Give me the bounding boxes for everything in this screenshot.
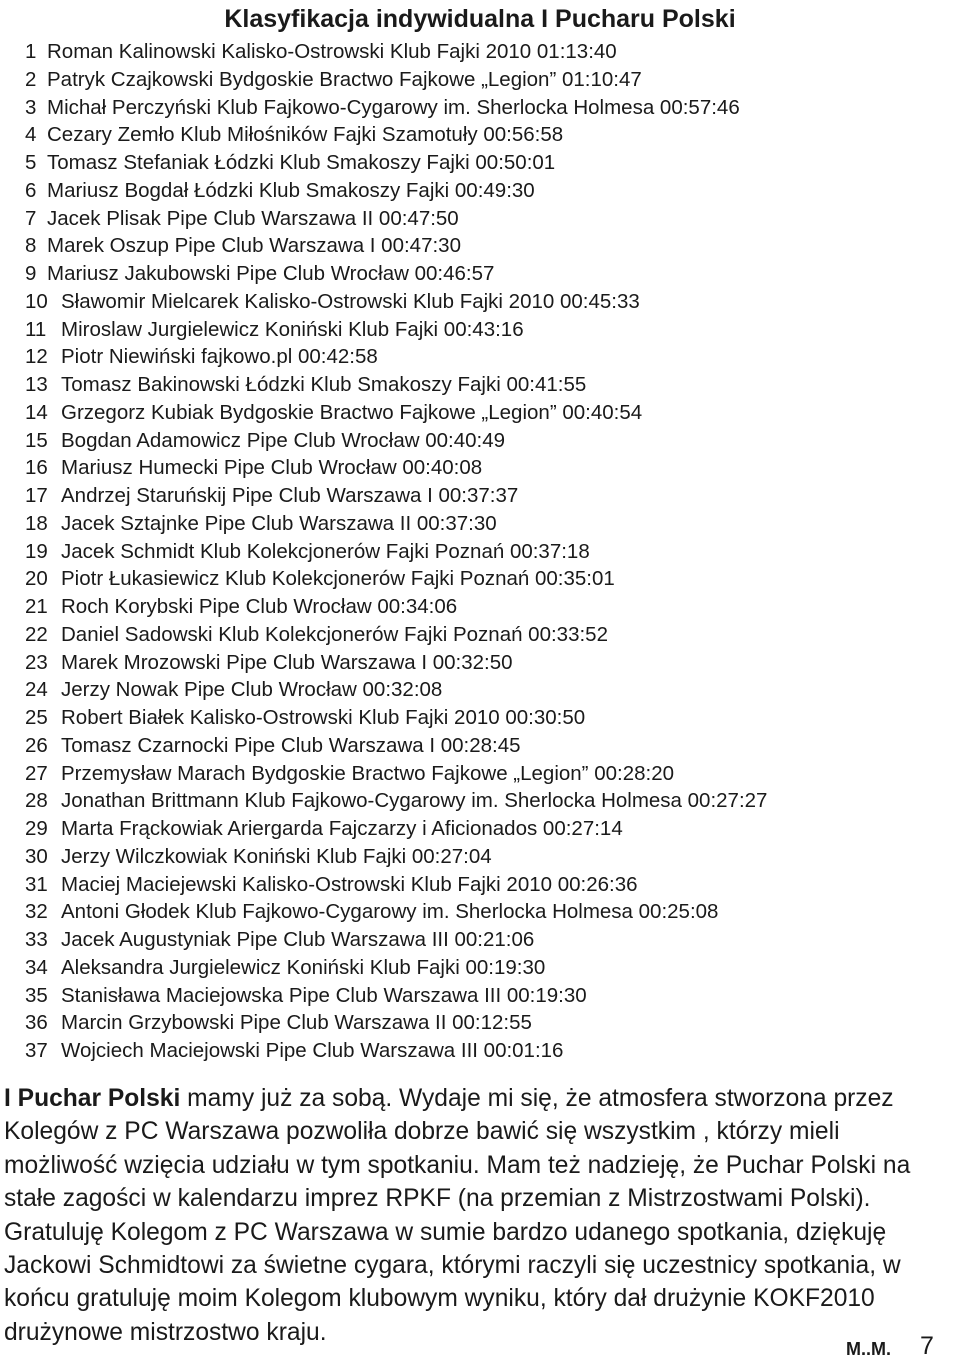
list-item bbox=[25, 926, 955, 954]
result-text: Maciej Maciejewski Kalisko-Ostrowski Klub Fajki 2010 00:26:36 bbox=[61, 872, 638, 896]
list-item bbox=[25, 482, 955, 510]
result-text: Przemysław Marach Bydgoskie Bractwo Fajkowe „Legion” 00:28:20 bbox=[61, 761, 674, 785]
rank-number: 32 bbox=[25, 900, 48, 924]
results-list bbox=[25, 38, 955, 1065]
result-text: Andrzej Staruńskij Pipe Club Warszawa I 00:37:37 bbox=[61, 484, 519, 507]
result-text: Marta Frąckowiak Ariergarda Fajczarzy i Aficionados 00:27:14 bbox=[61, 817, 623, 840]
list-item bbox=[25, 371, 955, 399]
result-text: Mariusz Humecki Pipe Club Wrocław 00:40:08 bbox=[61, 456, 483, 480]
rank-number: 27 bbox=[25, 761, 48, 785]
rank-number: 22 bbox=[25, 622, 48, 646]
author-signature: M..M. bbox=[846, 1339, 891, 1359]
rank-number: 24 bbox=[25, 678, 48, 702]
result-text: Antoni Głodek Klub Fajkowo-Cygarowy im. Sherlocka Holmesa 00:25:08 bbox=[61, 900, 719, 924]
list-item bbox=[25, 427, 955, 455]
list-item bbox=[25, 732, 955, 760]
rank-number: 15 bbox=[25, 428, 48, 452]
list-item bbox=[25, 621, 955, 649]
list-item bbox=[25, 1009, 955, 1037]
list-item bbox=[25, 288, 955, 316]
rank-number: 13 bbox=[25, 373, 48, 396]
result-text: Jonathan Brittmann Klub Fajkowo-Cygarowy im. Sherlocka Holmesa 00:27:27 bbox=[61, 789, 768, 813]
list-item bbox=[25, 593, 955, 621]
list-item bbox=[25, 510, 955, 538]
result-text: Patryk Czajkowski Bydgoskie Bractwo Fajkowe „Legion” 01:10:47 bbox=[47, 67, 642, 91]
result-text: Jacek Augustyniak Pipe Club Warszawa III 00:21:06 bbox=[61, 928, 535, 951]
rank-number: 25 bbox=[25, 706, 48, 729]
result-text: Jacek Sztajnke Pipe Club Warszawa II 00:37:30 bbox=[61, 511, 497, 535]
list-item bbox=[25, 787, 955, 815]
list-item bbox=[25, 316, 955, 344]
rank-number: 34 bbox=[25, 955, 48, 979]
result-text: Cezary Zemło Klub Miłośników Fajki Szamotuły 00:56:58 bbox=[47, 123, 564, 147]
result-text: Bogdan Adamowicz Pipe Club Wrocław 00:40:49 bbox=[61, 428, 506, 452]
rank-number: 19 bbox=[25, 539, 48, 563]
result-text: Jerzy Nowak Pipe Club Wrocław 00:32:08 bbox=[61, 678, 443, 702]
closing-lead: I Puchar Polski bbox=[4, 1085, 181, 1112]
list-item bbox=[25, 982, 955, 1010]
list-item bbox=[25, 538, 955, 566]
rank-number: 12 bbox=[25, 345, 48, 369]
rank-number: 17 bbox=[25, 484, 48, 507]
list-item bbox=[25, 843, 955, 871]
list-item bbox=[25, 898, 955, 926]
result-text: Piotr Niewiński fajkowo.pl 00:42:58 bbox=[61, 345, 378, 369]
result-text: Miroslaw Jurgielewicz Koniński Klub Fajki 00:43:16 bbox=[61, 317, 524, 341]
result-text: Aleksandra Jurgielewicz Koniński Klub Fajki 00:19:30 bbox=[61, 955, 546, 979]
list-item bbox=[25, 38, 955, 66]
rank-number: 37 bbox=[25, 1039, 48, 1062]
rank-number: 16 bbox=[25, 456, 48, 480]
list-item bbox=[25, 1037, 955, 1065]
rank-number: 26 bbox=[25, 733, 48, 757]
result-text: Grzegorz Kubiak Bydgoskie Bractwo Fajkowe „Legion” 00:40:54 bbox=[61, 400, 643, 424]
rank-number: 3 bbox=[25, 95, 37, 119]
result-text: Marek Mrozowski Pipe Club Warszawa I 00:32:50 bbox=[61, 650, 513, 674]
result-text: Roch Korybski Pipe Club Wrocław 00:34:06 bbox=[61, 595, 458, 618]
rank-number: 7 bbox=[25, 206, 37, 230]
rank-number: 33 bbox=[25, 928, 48, 951]
result-text: Tomasz Bakinowski Łódzki Klub Smakoszy Fajki 00:41:55 bbox=[61, 373, 587, 396]
result-text: Jerzy Wilczkowiak Koniński Klub Fajki 00:27:04 bbox=[61, 844, 492, 868]
list-item bbox=[25, 66, 955, 94]
rank-number: 4 bbox=[25, 123, 37, 147]
list-item bbox=[25, 343, 955, 371]
list-item bbox=[25, 704, 955, 732]
result-text: Tomasz Czarnocki Pipe Club Warszawa I 00:28:45 bbox=[61, 733, 521, 757]
rank-number: 21 bbox=[25, 595, 48, 618]
result-text: Daniel Sadowski Klub Kolekcjonerów Fajki Poznań 00:33:52 bbox=[61, 622, 608, 646]
rank-number: 18 bbox=[25, 511, 48, 535]
list-item bbox=[25, 649, 955, 677]
result-text: Roman Kalinowski Kalisko-Ostrowski Klub Fajki 2010 01:13:40 bbox=[47, 40, 617, 63]
rank-number: 35 bbox=[25, 983, 48, 1007]
result-text: Piotr Łukasiewicz Klub Kolekcjonerów Fajki Poznań 00:35:01 bbox=[61, 567, 615, 591]
result-text: Marek Oszup Pipe Club Warszawa I 00:47:30 bbox=[47, 234, 461, 258]
rank-number: 8 bbox=[25, 234, 37, 258]
list-item bbox=[25, 177, 955, 205]
list-item bbox=[25, 815, 955, 843]
result-text: Marcin Grzybowski Pipe Club Warszawa II 00:12:55 bbox=[61, 1011, 532, 1035]
rank-number: 5 bbox=[25, 151, 37, 174]
result-text: Michał Perczyński Klub Fajkowo-Cygarowy im. Sherlocka Holmesa 00:57:46 bbox=[47, 95, 740, 119]
closing-paragraph bbox=[4, 1082, 956, 1349]
list-item bbox=[25, 260, 955, 288]
result-text: Wojciech Maciejowski Pipe Club Warszawa III 00:01:16 bbox=[61, 1039, 564, 1062]
rank-number: 1 bbox=[25, 40, 37, 63]
rank-number: 14 bbox=[25, 400, 48, 424]
result-text: Stanisława Maciejowska Pipe Club Warszawa III 00:19:30 bbox=[61, 983, 587, 1007]
list-item bbox=[25, 871, 955, 899]
list-item bbox=[25, 94, 955, 122]
rank-number: 2 bbox=[25, 67, 37, 91]
page-number: 7 bbox=[920, 1332, 934, 1360]
list-item bbox=[25, 954, 955, 982]
result-text: Mariusz Bogdał Łódzki Klub Smakoszy Fajki 00:49:30 bbox=[47, 178, 535, 202]
result-text: Mariusz Jakubowski Pipe Club Wrocław 00:46:57 bbox=[47, 262, 495, 285]
rank-number: 36 bbox=[25, 1011, 48, 1035]
rank-number: 29 bbox=[25, 817, 48, 840]
rank-number: 11 bbox=[25, 317, 47, 341]
rank-number: 30 bbox=[25, 844, 48, 868]
closing-body: mamy już za sobą. Wydaje mi się, że atmosfera stworzona przez Kolegów z PC Warszawa pozwoliła dobrze bawić się wszystkim , którzy mieli możliwość wzięcia udziału w tym spotkaniu. Mam też nadzieję, że Puchar Polski na stałe zagości w kalendarzu imprez RPKF (na przemian z Mistrzostwami Polski). Gratuluję Kolegom z PC Warszawa w sumie bardzo udanego spotkania, dziękuję Jackowi Schmidtowi za świetne cygara, którymi raczyli się uczestnicy spotkania, w końcu gratuluję moim Kolegom klubowym wyniku, który dał drużynie KOKF2010 drużynowe mistrzostwo kraju. bbox=[4, 1085, 911, 1346]
list-item bbox=[25, 760, 955, 788]
rank-number: 6 bbox=[25, 178, 37, 202]
rank-number: 10 bbox=[25, 289, 48, 313]
list-item bbox=[25, 454, 955, 482]
list-item bbox=[25, 565, 955, 593]
result-text: Jacek Plisak Pipe Club Warszawa II 00:47:50 bbox=[47, 206, 459, 230]
result-text: Sławomir Mielcarek Kalisko-Ostrowski Klub Fajki 2010 00:45:33 bbox=[61, 289, 640, 313]
list-item bbox=[25, 121, 955, 149]
result-text: Tomasz Stefaniak Łódzki Klub Smakoszy Fajki 00:50:01 bbox=[47, 151, 556, 174]
result-text: Jacek Schmidt Klub Kolekcjonerów Fajki Poznań 00:37:18 bbox=[61, 539, 590, 563]
page-title: Klasyfikacja indywidualna I Pucharu Polski bbox=[224, 5, 736, 33]
rank-number: 9 bbox=[25, 262, 37, 285]
rank-number: 20 bbox=[25, 567, 48, 591]
list-item bbox=[25, 676, 955, 704]
list-item bbox=[25, 399, 955, 427]
list-item bbox=[25, 232, 955, 260]
rank-number: 28 bbox=[25, 789, 48, 813]
result-text: Robert Białek Kalisko-Ostrowski Klub Fajki 2010 00:30:50 bbox=[61, 706, 586, 729]
list-item bbox=[25, 205, 955, 233]
rank-number: 31 bbox=[25, 872, 48, 896]
list-item bbox=[25, 149, 955, 177]
rank-number: 23 bbox=[25, 650, 48, 674]
